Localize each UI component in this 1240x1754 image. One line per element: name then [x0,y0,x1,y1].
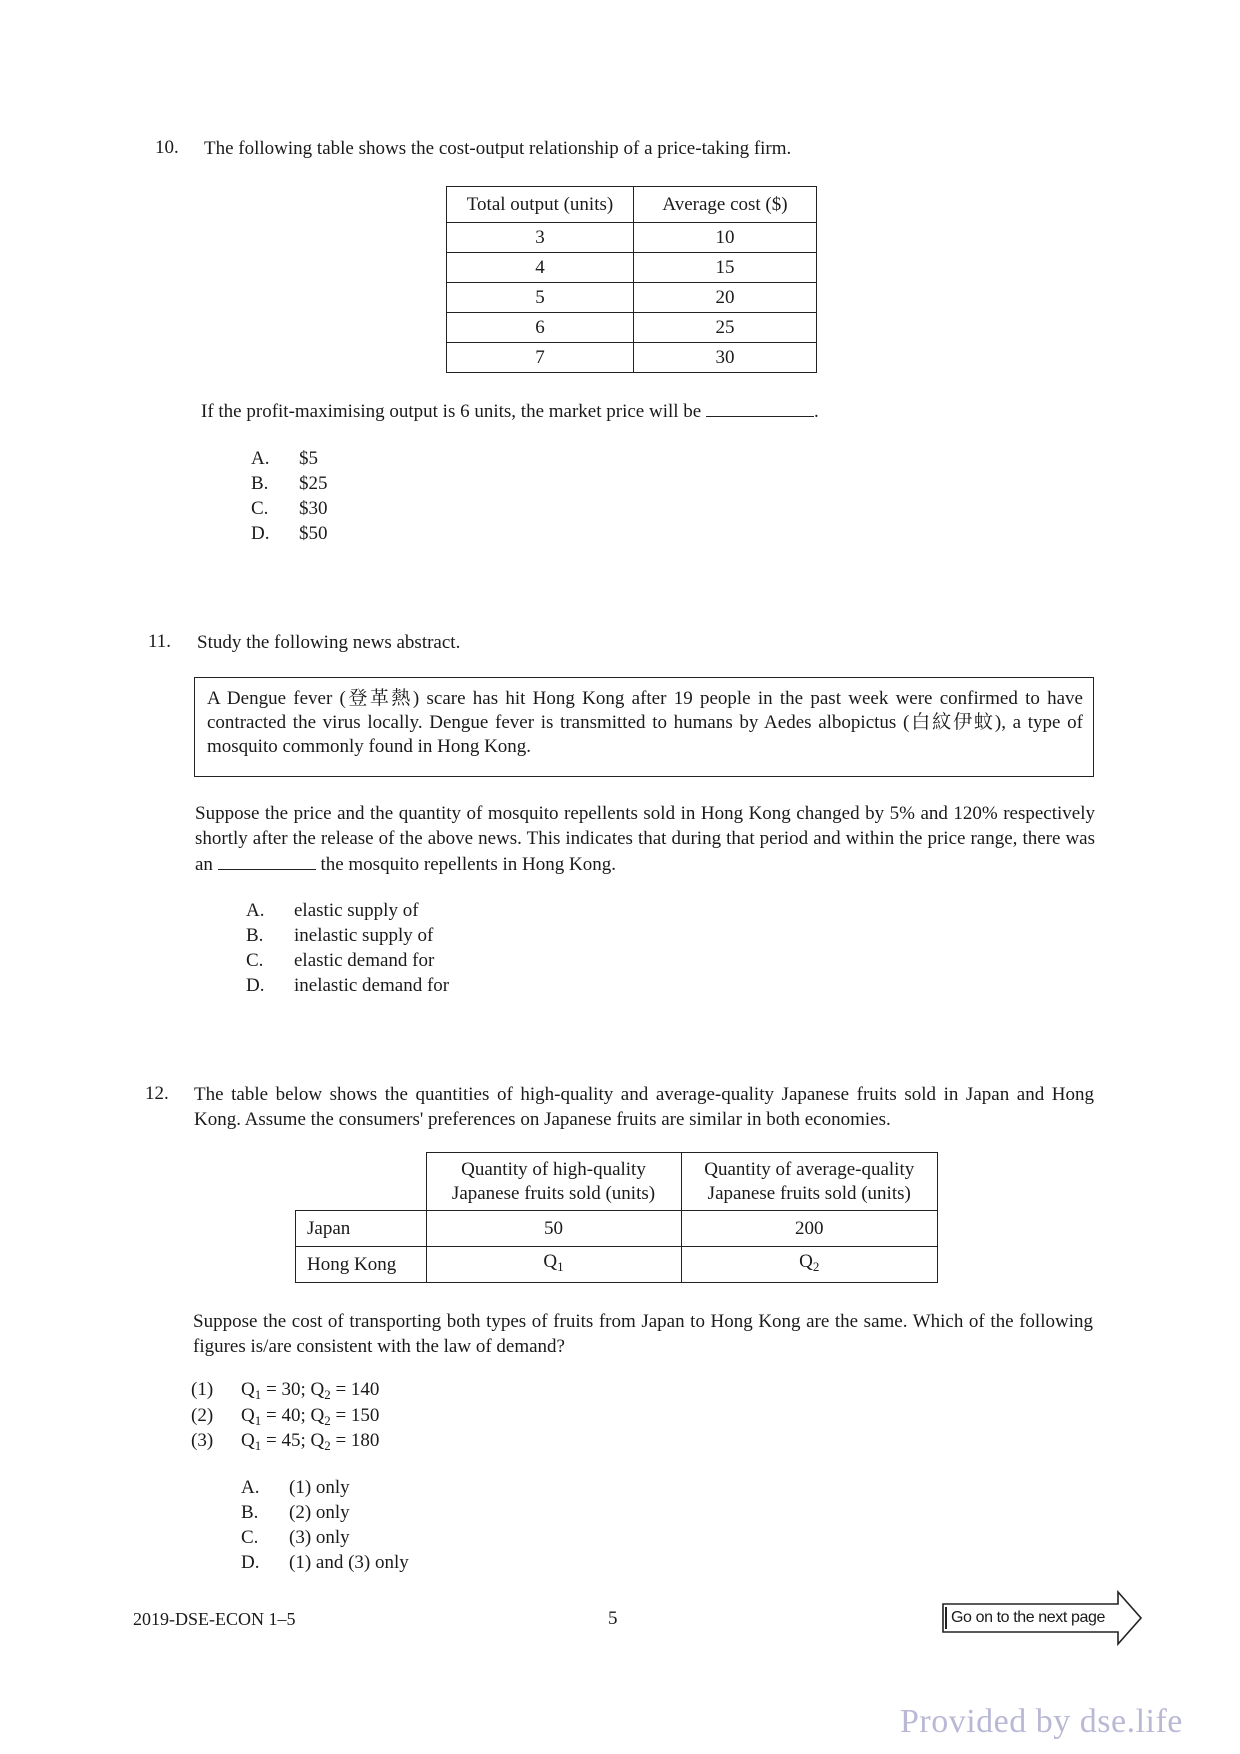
cost-output-table [446,186,817,373]
table-cell: 6 [447,313,634,343]
header-line: Japanese fruits sold (units) [451,1182,656,1204]
option-letter: A. [241,1477,260,1498]
option-text: inelastic supply of [294,925,434,946]
option-c [246,948,449,973]
table-cell: 7 [447,343,634,373]
table-header [426,1153,681,1211]
question-12-statements [191,1377,379,1454]
option-text: elastic supply of [294,900,419,921]
q-symbol: Q [543,1251,558,1272]
table-header: Total output (units) [447,187,634,223]
fruit-quantity-table [295,1152,938,1283]
question-11-prompt [195,802,1095,878]
table-row [296,1247,938,1283]
option-letter: B. [246,925,264,946]
question-10-prompt-text: If the profit-maximising output is 6 units, the market price will be [201,401,702,422]
option-letter: A. [251,448,270,469]
table-row [447,223,817,253]
option-text: inelastic demand for [294,975,450,996]
statement-1 [191,1377,379,1403]
option-text: (1) and (3) only [289,1552,409,1573]
option-text: (1) only [289,1477,350,1498]
q1-value: 30 [281,1379,301,1400]
q-subscript: 2 [812,1259,820,1274]
q-symbol: Q [799,1251,813,1272]
option-text: $50 [299,523,328,544]
table-cell: 5 [447,283,634,313]
question-11-prompt-text: Suppose the price and the quantity of mosquito repellents sold in Hong Kong changed by 5% and 120% respectively shortly after the release of the above news. This indicates that during that period and within the price range, there was an [195,803,1095,875]
answer-blank [706,398,814,417]
answer-blank [218,851,316,870]
table-cell: 200 [681,1211,938,1247]
option-letter: D. [246,975,265,996]
table-cell: 4 [447,253,634,283]
option-text: $30 [299,498,328,519]
option-letter: D. [251,523,270,544]
option-b [241,1500,409,1525]
option-a [246,898,449,923]
statement-text: $Q_1 = 30$; $Q_2 = 140$ [241,1379,380,1402]
table-row [447,313,817,343]
question-10-prompt [201,398,1101,424]
option-c [251,496,328,521]
option-a [241,1475,409,1500]
option-letter: A. [246,900,265,921]
q1-value: 40 [281,1404,301,1426]
option-d [246,973,449,998]
option-letter: C. [246,950,264,971]
table-cell [426,1247,681,1283]
table-row [447,253,817,283]
table-cell: 15 [634,253,817,283]
header-line: Quantity of average-quality [704,1158,915,1180]
next-page-label: Go on to the next page [951,1609,1105,1626]
page-number: 5 [608,1608,618,1629]
option-text: $5 [299,448,318,469]
option-text: $25 [299,473,328,494]
question-12-number: 12. [145,1083,169,1104]
statement-number: (1) [191,1379,214,1400]
option-a [251,446,328,471]
table-corner-empty [296,1153,427,1211]
question-11-stem: Study the following news abstract. [197,632,461,653]
option-d [241,1550,409,1575]
q2-value: 140 [350,1379,380,1400]
watermark: Provided by dse.life [900,1703,1183,1740]
option-text: elastic demand for [294,950,435,971]
option-letter: B. [241,1502,259,1523]
question-11-prompt-end: the mosquito repellents in Hong Kong. [320,854,616,875]
q1-value: 45 [281,1430,301,1451]
table-cell: 25 [634,313,817,343]
option-b [251,471,328,496]
statement-text: $Q_1 = 45$; $Q_2 = 180$ [241,1430,380,1453]
table-cell: 10 [634,223,817,253]
option-letter: C. [241,1527,259,1548]
option-c [241,1525,409,1550]
option-text: (3) only [289,1527,350,1548]
question-12-stem: The table below shows the quantities of high-quality and average-quality Japanese fruits sold in Japan and Hong Kong. Assume the consumers' preferences on Japanese fruits are similar in both economies. [194,1084,1094,1130]
table-header: Average cost ($) [634,187,817,223]
header-line: Quantity of high-quality [461,1158,646,1180]
q2-value: 180 [350,1430,380,1451]
news-abstract-box: A Dengue fever (登革熱) scare has hit Hong Kong after 19 people in the past week were confirmed to have contracted the virus locally. Dengue fever is transmitted to humans by Aedes albopictus (白紋伊蚊), a type of mosquito commonly found in Hong Kong. [194,677,1094,777]
table-row-label: Hong Kong [296,1247,427,1283]
header-line: Japanese fruits sold (units) [707,1182,911,1204]
option-letter: C. [251,498,269,519]
statement-2 [191,1403,379,1429]
statement-number: (3) [191,1430,214,1451]
table-row [447,283,817,313]
option-letter: D. [241,1552,260,1573]
question-10-stem: The following table shows the cost-output relationship of a price-taking firm. [204,138,792,159]
table-cell: 20 [634,283,817,313]
option-b [246,923,449,948]
table-row [447,343,817,373]
option-d [251,521,328,546]
table-cell: 3 [447,223,634,253]
table-cell [681,1247,938,1283]
question-12-options [241,1475,409,1575]
statement-number: (2) [191,1404,214,1426]
option-text: (2) only [289,1502,350,1523]
question-12-prompt: Suppose the cost of transporting both types of fruits from Japan to Hong Kong are the same. Which of the following figures is/are consistent with the law of demand? [193,1311,1093,1357]
table-cell: 50 [426,1211,681,1247]
table-row [296,1211,938,1247]
question-10-prompt-end: . [813,401,819,422]
option-letter: B. [251,473,269,494]
q2-value: 150 [350,1404,380,1426]
table-header [681,1153,938,1211]
table-row-label: Japan [296,1211,427,1247]
q-subscript: 1 [557,1259,564,1274]
question-10-options [251,446,328,546]
table-cell: 30 [634,343,817,373]
statement-3 [191,1428,379,1454]
question-11-options [246,898,449,998]
question-11-number: 11. [148,631,172,652]
paper-code: 2019-DSE-ECON 1–5 [133,1609,296,1629]
question-10-number: 10. [155,137,179,158]
statement-text: $Q_1 = 40$; $Q_2 = 150$ [241,1404,380,1428]
